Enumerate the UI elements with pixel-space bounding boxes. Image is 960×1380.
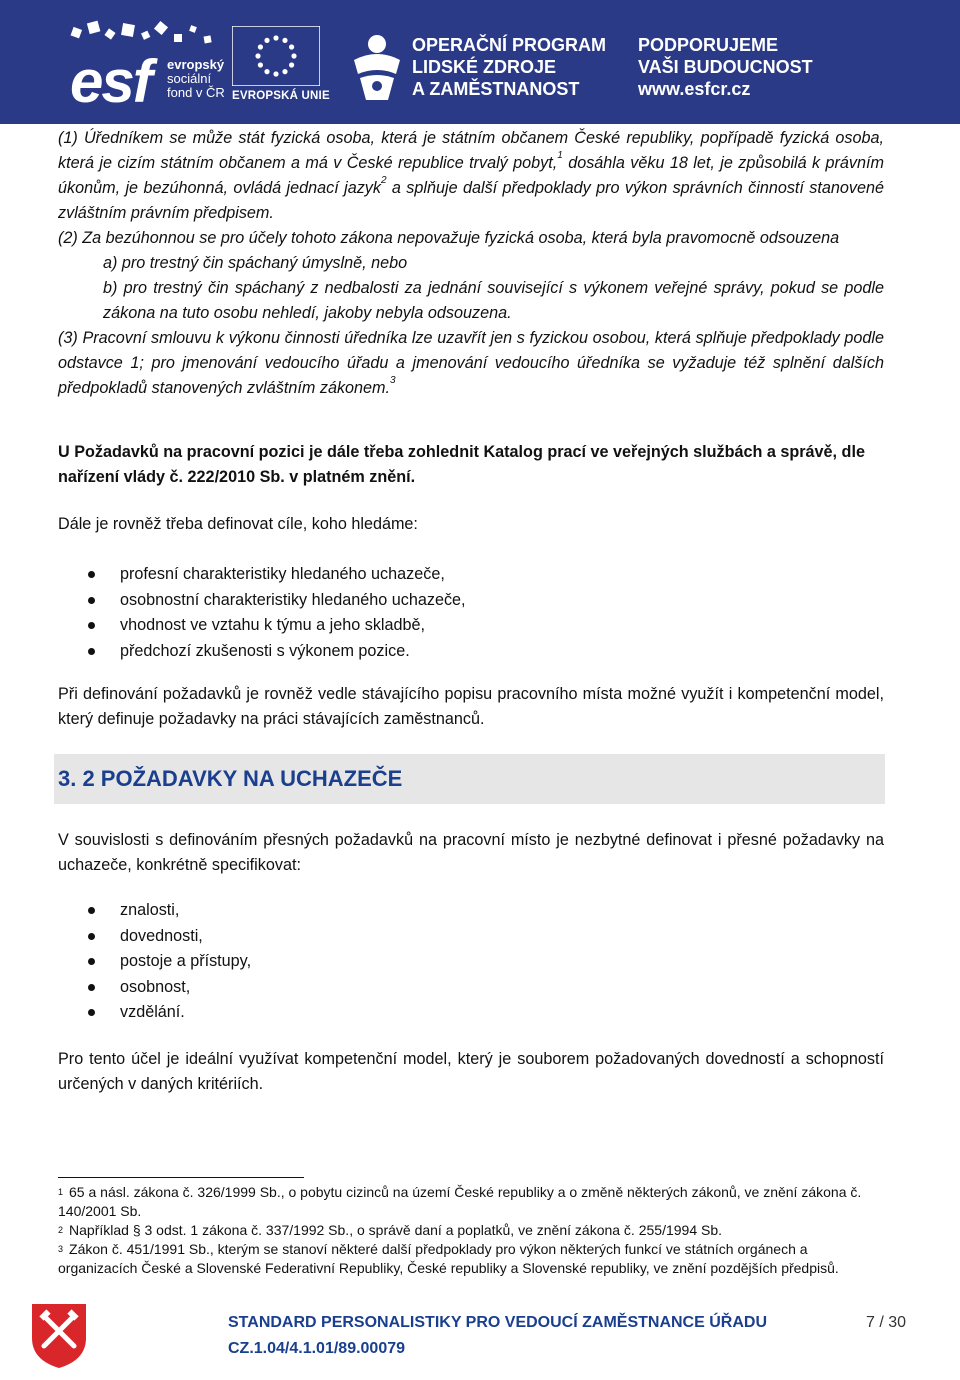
bullet-icon bbox=[88, 958, 95, 965]
header-banner bbox=[0, 0, 960, 124]
esfcr-url-link[interactable]: www.esfcr.cz bbox=[638, 79, 751, 99]
goals-intro: Dále je rovněž třeba definovat cíle, koho hledáme: bbox=[58, 515, 418, 533]
bullet-icon bbox=[88, 597, 95, 604]
esf-line-1: evropský bbox=[167, 57, 225, 72]
esf-logo-subtitle bbox=[167, 58, 225, 100]
bullet-icon bbox=[88, 933, 95, 940]
slogan-line-1: PODPORUJEME bbox=[638, 35, 779, 55]
law-paragraph-2: (2) Za bezúhonnou se pro účely tohoto zákona nepovažuje fyzická osoba, která byla pravomocně odsouzena bbox=[58, 229, 840, 247]
competency-paragraph: Při definování požadavků je rovněž vedle stávajícího popisu pracovního místa možné využít i kompetenční model, který definuje požadavky na práci stávajících zaměstnanců. bbox=[58, 685, 884, 728]
bullet-icon bbox=[88, 984, 95, 991]
list-item: dovednosti, bbox=[58, 924, 884, 950]
bullet-icon bbox=[88, 622, 95, 629]
list-item: postoje a přístupy, bbox=[58, 949, 884, 975]
op-line-1: OPERAČNÍ PROGRAM bbox=[412, 35, 607, 55]
footnote-3: $^3$ Zákon č. 451/1991 Sb., kterým se stanoví některé další předpoklady pro výkon některých funkcí ve státních orgánech a organizacích České a Slovenské Federativní Republiky, České republiky a Slovenské republiky, ve znění pozdějších předpisů. bbox=[58, 1241, 839, 1276]
list-item: vzdělání. bbox=[58, 1000, 884, 1026]
footnotes bbox=[58, 1183, 884, 1278]
eu-flag-icon bbox=[232, 26, 320, 86]
footnote-ref-1[interactable]: 1 bbox=[557, 150, 563, 161]
goals-list bbox=[58, 562, 884, 664]
list-item: předchozí zkušenosti s výkonem pozice. bbox=[58, 639, 884, 665]
law-paragraph-1: (1) Úředníkem se může stát fyzická osoba, která je státním občanem České republiky, popřípadě fyzická osoba, která je cizím státním občanem a má v České republice trvalý pobyt,$^1$ dosáhla věku 18 let, je způsobilá k právním úkonům, je bezúhonná, ovládá jednací jazyk$^2$ a splňuje další předpoklady pro výkon správních činností stanovené zvláštním právním předpisem. bbox=[58, 129, 884, 222]
bullet-icon bbox=[88, 1009, 95, 1016]
list-item: osobnostní charakteristiky hledaného uchazeče, bbox=[58, 588, 884, 614]
footer-project-code: CZ.1.04/4.1.01/89.00079 bbox=[228, 1340, 406, 1357]
requirements-list bbox=[58, 898, 884, 1026]
mining-emblem-icon bbox=[28, 1300, 90, 1370]
section-heading-bar bbox=[54, 754, 885, 804]
footnote-ref-3[interactable]: 3 bbox=[390, 375, 396, 386]
list-item: profesní charakteristiky hledaného uchazeče, bbox=[58, 562, 884, 588]
support-slogan bbox=[638, 34, 813, 100]
list-item: znalosti, bbox=[58, 898, 884, 924]
footnote-1: $^1$ 65 a násl. zákona č. 326/1999 Sb., o pobytu cizinců na území České republiky a o změně některých zákonů, ve znění zákona č. 140/2001 Sb. bbox=[58, 1184, 862, 1219]
law-excerpt bbox=[58, 126, 884, 401]
footnote-2: $^2$ Například § 3 odst. 1 zákona č. 337/1992 Sb., o správě daní a poplatků, ve znění zákona č. 255/1994 Sb. bbox=[58, 1222, 723, 1238]
law-paragraph-2b: b) pro trestný čin spáchaný z nedbalosti za jednání související s výkonem veřejné správy, pokud se podle zákona na tuto osobu nehledí, jakoby nebyla odsouzena. bbox=[103, 279, 884, 322]
esf-line-3: fond v ČR bbox=[167, 85, 225, 100]
op-line-3: A ZAMĚSTNANOST bbox=[412, 79, 580, 99]
catalog-note: U Požadavků na pracovní pozici je dále třeba zohlednit Katalog prací ve veřejných službách a správě, dle nařízení vlády č. 222/2010 Sb. v platném znění. bbox=[58, 443, 865, 486]
list-item: vhodnost ve vztahu k týmu a jeho skladbě, bbox=[58, 613, 884, 639]
eu-label: EVROPSKÁ UNIE bbox=[232, 90, 330, 102]
footer-title: STANDARD PERSONALISTIKY PRO VEDOUCÍ ZAMĚSTNANCE ÚŘADU bbox=[228, 1314, 767, 1331]
list-item: osobnost, bbox=[58, 975, 884, 1001]
law-paragraph-3: (3) Pracovní smlouvu k výkonu činnosti úředníka lze uzavřít jen s fyzickou osobou, která splňuje předpoklady podle odstavce 1; pro jmenování vedoucího úřadu a jmenování vedoucího úředníka se vyžaduje též splnění dalších předpokladů stanovených zvláštním zákonem.$^3$ bbox=[58, 329, 884, 397]
competency-model-paragraph: Pro tento účel je ideální využívat kompetenční model, který je souborem požadovaných dovedností a schopností určených v daných kritériích. bbox=[58, 1050, 884, 1093]
law-paragraph-2a: a) pro trestný čin spáchaný úmyslně, nebo bbox=[103, 254, 408, 272]
op-program-title bbox=[412, 34, 606, 100]
esf-line-2: sociální bbox=[167, 71, 212, 86]
bullet-icon bbox=[88, 907, 95, 914]
footnote-ref-2[interactable]: 2 bbox=[380, 175, 387, 186]
page-number: 7 / 30 bbox=[866, 1314, 907, 1331]
esf-logo-text: esf bbox=[70, 48, 151, 115]
footnote-separator bbox=[58, 1177, 304, 1178]
requirements-intro: V souvislosti s definováním přesných požadavků na pracovní místo je nezbytné definovat i přesné požadavky na uchazeče, konkrétně specifikovat: bbox=[58, 831, 884, 874]
op-people-icon bbox=[348, 30, 406, 102]
bullet-icon bbox=[88, 648, 95, 655]
bullet-icon bbox=[88, 571, 95, 578]
slogan-line-2: VAŠI BUDOUCNOST bbox=[638, 57, 813, 77]
op-line-2: LIDSKÉ ZDROJE bbox=[412, 57, 557, 77]
section-heading: 3. 2 POŽADAVKY NA UCHAZEČE bbox=[58, 766, 403, 791]
